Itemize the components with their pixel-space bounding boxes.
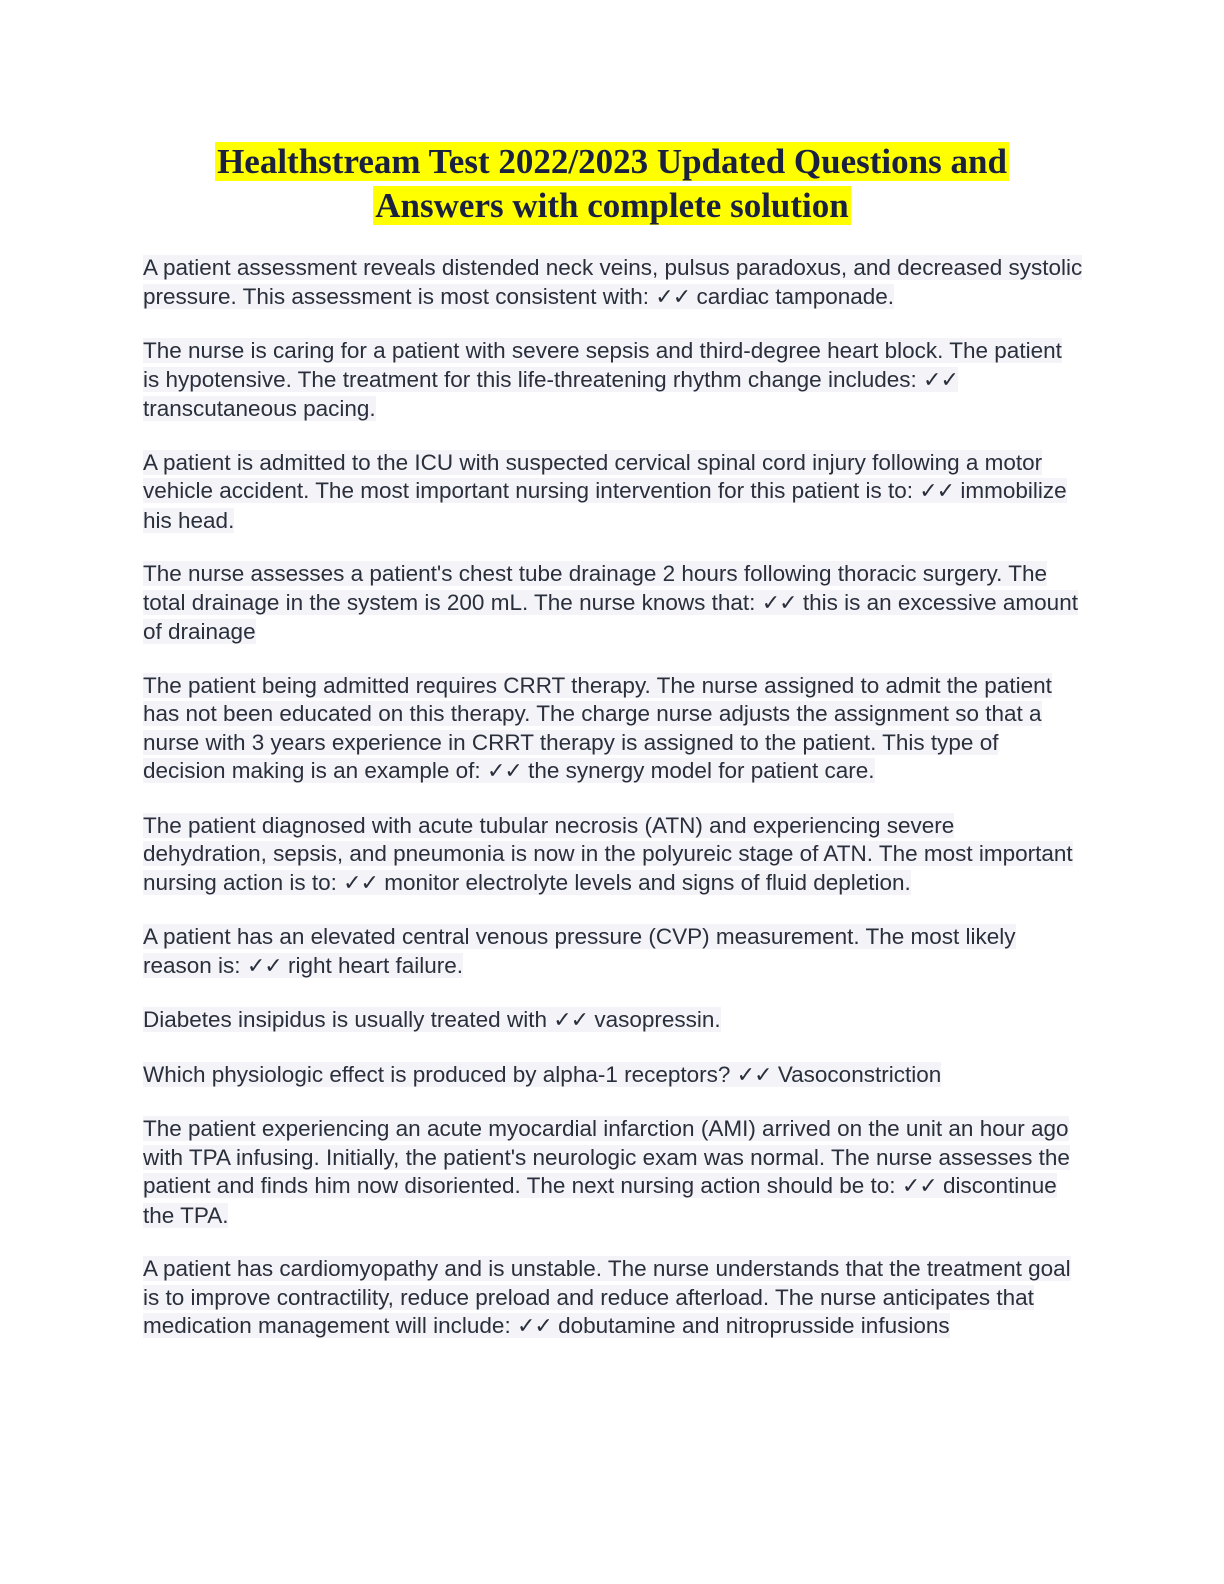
answer-text: the synergy model for patient care. (528, 758, 875, 783)
qa-item (143, 254, 1083, 312)
answer-text: monitor electrolyte levels and signs of fluid depletion. (384, 869, 911, 895)
question-text: Diabetes insipidus is usually treated with (143, 1007, 547, 1032)
question-text: Which physiologic effect is produced by alpha-1 receptors? (143, 1061, 731, 1087)
title-line-2: Answers with complete solution (375, 186, 849, 225)
qa-item (143, 923, 1083, 981)
qa-item (143, 1061, 1083, 1091)
document-title (120, 140, 1104, 228)
answer-text: vasopressin. (594, 1007, 721, 1032)
question-text: The nurse assesses a patient's chest tube drainage 2 hours following thoracic surgery. The total drainage in the system is 200 mL. The nurse knows that: (143, 561, 1047, 615)
answer-text: cardiac tamponade. (696, 283, 895, 309)
check-icon: ✓✓ (246, 953, 282, 979)
check-icon: ✓✓ (516, 1314, 552, 1339)
check-icon: ✓✓ (919, 479, 955, 504)
question-text: The nurse is caring for a patient with severe sepsis and third-degree heart block. The patient is hypotensive. The treatment for this life-threatening rhythm change includes: (143, 338, 1062, 392)
check-icon: ✓✓ (655, 284, 691, 310)
qa-item (143, 560, 1083, 647)
check-icon: ✓✓ (901, 1174, 937, 1199)
question-text: A patient has cardiomyopathy and is unstable. The nurse understands that the treatment goal is to improve contractility, reduce preload and reduce afterload. The nurse anticipates that medication management will include: (143, 1256, 1071, 1338)
check-icon: ✓✓ (923, 367, 958, 393)
qa-item (143, 812, 1083, 899)
answer-text: right heart failure. (287, 952, 464, 978)
title-line-1: Healthstream Test 2022/2023 Updated Questions and (217, 142, 1007, 181)
question-text-continued: decision making is an example of: (143, 758, 481, 783)
answer-text: dobutamine and nitroprusside infusions (558, 1313, 950, 1338)
answer-text: Vasoconstriction (777, 1061, 942, 1087)
check-icon: ✓✓ (343, 870, 378, 896)
check-icon: ✓✓ (553, 1008, 589, 1033)
qa-item (143, 449, 1083, 536)
qa-item (143, 672, 1083, 787)
answer-text: immobilize his head. (143, 478, 1067, 533)
question-text: A patient assessment reveals distended neck veins, pulsus paradoxus, and decreased systolic pressure. This assessment is most consistent with: (143, 255, 1083, 309)
answer-text: transcutaneous pacing. (143, 396, 376, 421)
qa-item (143, 1006, 1083, 1036)
qa-item (143, 1115, 1083, 1230)
question-text: The patient diagnosed with acute tubular necrosis (ATN) and experiencing severe dehydration, sepsis, and pneumonia is now in the polyureic stage of ATN. The most important nursing action is to: (143, 812, 1073, 895)
question-text: The patient being admitted requires CRRT therapy. The nurse assigned to admit the patient has not been educated on this therapy. The charge nurse adjusts the assignment so that a nurse with 3 years experience in CRRT therapy is assigned to the patient. This type of (143, 672, 1052, 755)
qa-list (143, 254, 1083, 1367)
answer-text: discontinue the TPA. (143, 1173, 1057, 1228)
check-icon: ✓✓ (486, 759, 522, 784)
check-icon: ✓✓ (761, 590, 797, 616)
qa-item (143, 337, 1083, 424)
question-text: A patient is admitted to the ICU with suspected cervical spinal cord injury following a motor vehicle accident. The most important nursing intervention for this patient is to: (143, 449, 1043, 503)
check-icon: ✓✓ (736, 1062, 772, 1088)
answer-text: this is an excessive amount of drainage (143, 589, 1078, 644)
question-text: A patient has an elevated central venous pressure (CVP) measurement. The most likely reason is: (143, 924, 1016, 978)
qa-item (143, 1255, 1083, 1342)
question-text: The patient experiencing an acute myocardial infarction (AMI) arrived on the unit an hour ago with TPA infusing. Initially, the patient's neurologic exam was normal. The nurse assesses the patient and finds him now disoriented. The next nursing action should be to: (143, 1116, 1070, 1198)
